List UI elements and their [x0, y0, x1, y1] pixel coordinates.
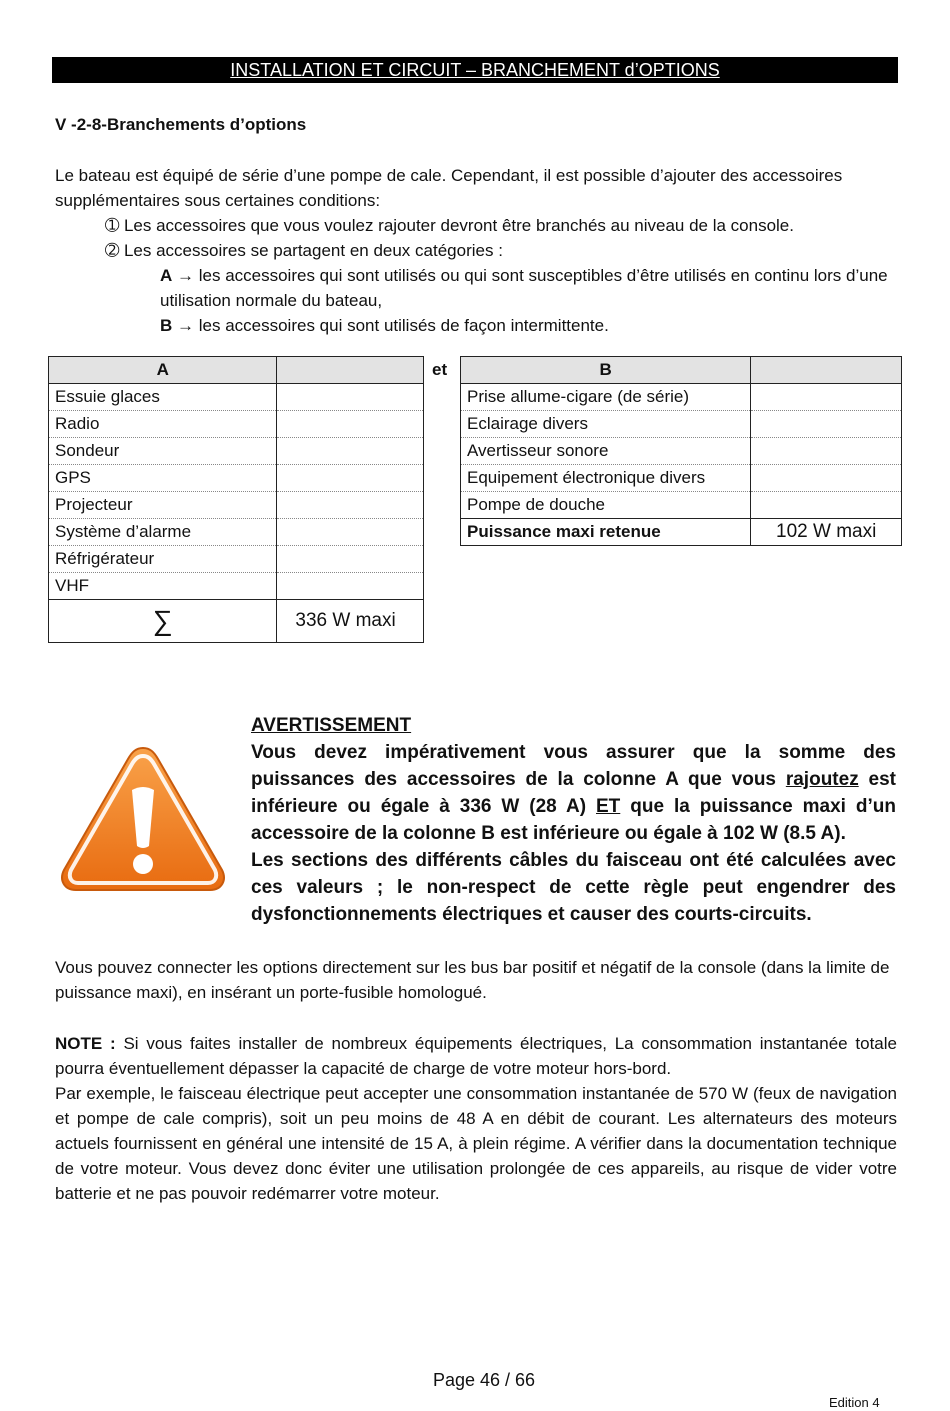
- table-b-total-value: 102 W maxi: [751, 519, 902, 546]
- table-b-empty-cell: [751, 438, 902, 465]
- table-row: [461, 492, 902, 519]
- note-example: Par exemple, le faisceau électrique peut accepter une consommation instantanée de 570 W (feux de navigation et pompe de cale compris), soit un peu moins de 48 A en débit de courant. Les alternateurs des moteurs actuels fournissent en général une intensité de 15 A, à plein régime. A vérifier dans la documentation technique de votre moteur. Vous devez donc éviter une utilisation prolongée de ces appareils, au risque de vider votre batterie et ne pas pouvoir redémarrer votre moteur.: [55, 1084, 897, 1203]
- table-b-cell: Pompe de douche: [461, 492, 751, 519]
- header-bar: [52, 57, 898, 83]
- note-paragraph: [55, 1031, 897, 1206]
- arrow-right-icon: →: [177, 316, 195, 335]
- warning-text: que la puissance maxi d’un accessoire de la colonne B est inférieure ou égale à 102 W (8.5 A).: [251, 796, 896, 844]
- warning-text: est inférieure ou égale à 336 W (28 A): [251, 769, 896, 817]
- note-line: [55, 1031, 897, 1081]
- intro-text: [55, 163, 900, 338]
- table-a-header-empty: [277, 357, 424, 384]
- category-a-line: [55, 263, 900, 313]
- table-a-cell: Système d’alarme: [49, 519, 277, 546]
- table-a-empty-cell: [277, 546, 424, 573]
- table-row: [49, 519, 424, 546]
- table-b-header-empty: [751, 357, 902, 384]
- intro-line: Le bateau est équipé de série d’une pompe de cale. Cependant, il est possible d’ajouter des accessoires supplémentaires sous certaines conditions:: [55, 166, 843, 210]
- sum-icon: ∑: [49, 600, 277, 643]
- table-row: [49, 573, 424, 600]
- table-b-total-label: Puissance maxi retenue: [461, 519, 751, 546]
- page-header-title: INSTALLATION ET CIRCUIT – BRANCHEMENT d’OPTIONS: [230, 60, 720, 80]
- table-row: [49, 438, 424, 465]
- table-a-cell: Sondeur: [49, 438, 277, 465]
- category-b-label: B: [160, 316, 173, 335]
- category-b-line: [55, 313, 900, 338]
- table-b-total-row: [461, 519, 902, 546]
- note-label: NOTE :: [55, 1034, 116, 1053]
- connection-paragraph: Vous pouvez connecter les options directement sur les bus bar positif et négatif de la console (dans la limite de puissance maxi), en insérant un porte-fusible homologué.: [55, 958, 890, 1002]
- warning-emphasis: ET: [596, 796, 621, 817]
- table-a-sum-value: 336 W maxi: [277, 600, 424, 643]
- table-a-header-row: [49, 357, 424, 384]
- table-row: [461, 438, 902, 465]
- category-a-label: A: [160, 266, 173, 285]
- table-a-empty-cell: [277, 519, 424, 546]
- category-b-text: les accessoires qui sont utilisés de façon intermittente.: [194, 316, 609, 335]
- section-title: V -2-8-Branchements d’options: [55, 115, 307, 134]
- edition-label: Edition 4: [829, 1395, 880, 1410]
- table-category-a: [48, 356, 424, 643]
- table-b-empty-cell: [751, 492, 902, 519]
- table-b-header-row: [461, 357, 902, 384]
- table-b-empty-cell: [751, 384, 902, 411]
- table-b-header: B: [461, 357, 751, 384]
- table-row: [49, 384, 424, 411]
- table-b-empty-cell: [751, 411, 902, 438]
- table-a-empty-cell: [277, 492, 424, 519]
- intro-item-1: ➀ Les accessoires que vous voulez rajouter devront être branchés au niveau de la console.: [105, 216, 794, 235]
- note-text: Si vous faites installer de nombreux équipements électriques, La consommation instantanée totale pourra éventuellement dépasser la capacité de charge de votre moteur hors-bord.: [55, 1034, 897, 1078]
- table-row: [49, 411, 424, 438]
- warning-text-1: [251, 739, 896, 847]
- table-a-empty-cell: [277, 465, 424, 492]
- table-a-cell: VHF: [49, 573, 277, 600]
- table-row: [461, 384, 902, 411]
- category-a-text: les accessoires qui sont utilisés ou qui sont susceptibles d’être utilisés en continu lors d’une utilisation normale du bateau,: [160, 266, 888, 310]
- table-a-sum-row: [49, 600, 424, 643]
- table-row: [49, 465, 424, 492]
- table-b-cell: Eclairage divers: [461, 411, 751, 438]
- table-a-empty-cell: [277, 438, 424, 465]
- table-b-cell: Prise allume-cigare (de série): [461, 384, 751, 411]
- warning-emphasis: rajoutez: [785, 769, 859, 790]
- table-a-cell: Radio: [49, 411, 277, 438]
- table-a-empty-cell: [277, 411, 424, 438]
- table-a-cell: Essuie glaces: [49, 384, 277, 411]
- table-category-b: [460, 356, 902, 546]
- table-row: [49, 546, 424, 573]
- table-a-header: A: [49, 357, 277, 384]
- warning-text-2: Les sections des différents câbles du faisceau ont été calculées avec ces valeurs ; le non-respect de cette règle peut engendrer des dysfonctionnements électriques et causer des courts-circuits.: [251, 850, 896, 925]
- warning-text: Vous devez impérativement vous assurer que la somme des puissances des accessoires de la colonne A que vous: [251, 742, 896, 790]
- table-a-cell: Projecteur: [49, 492, 277, 519]
- table-b-cell: Avertisseur sonore: [461, 438, 751, 465]
- table-row: [461, 465, 902, 492]
- table-row: [49, 492, 424, 519]
- et-label: et: [432, 360, 448, 379]
- intro-item-2: ➁ Les accessoires se partagent en deux catégories :: [105, 241, 503, 260]
- table-b-cell: Equipement électronique divers: [461, 465, 751, 492]
- table-a-empty-cell: [277, 573, 424, 600]
- table-a-cell: GPS: [49, 465, 277, 492]
- arrow-right-icon: →: [177, 266, 195, 285]
- warning-block: [251, 712, 896, 928]
- table-row: [461, 411, 902, 438]
- warning-triangle-icon: [58, 742, 228, 898]
- table-a-cell: Réfrigérateur: [49, 546, 277, 573]
- table-b-empty-cell: [751, 465, 902, 492]
- warning-title: AVERTISSEMENT: [251, 715, 412, 736]
- page-number: Page 46 / 66: [432, 1370, 536, 1390]
- table-a-empty-cell: [277, 384, 424, 411]
